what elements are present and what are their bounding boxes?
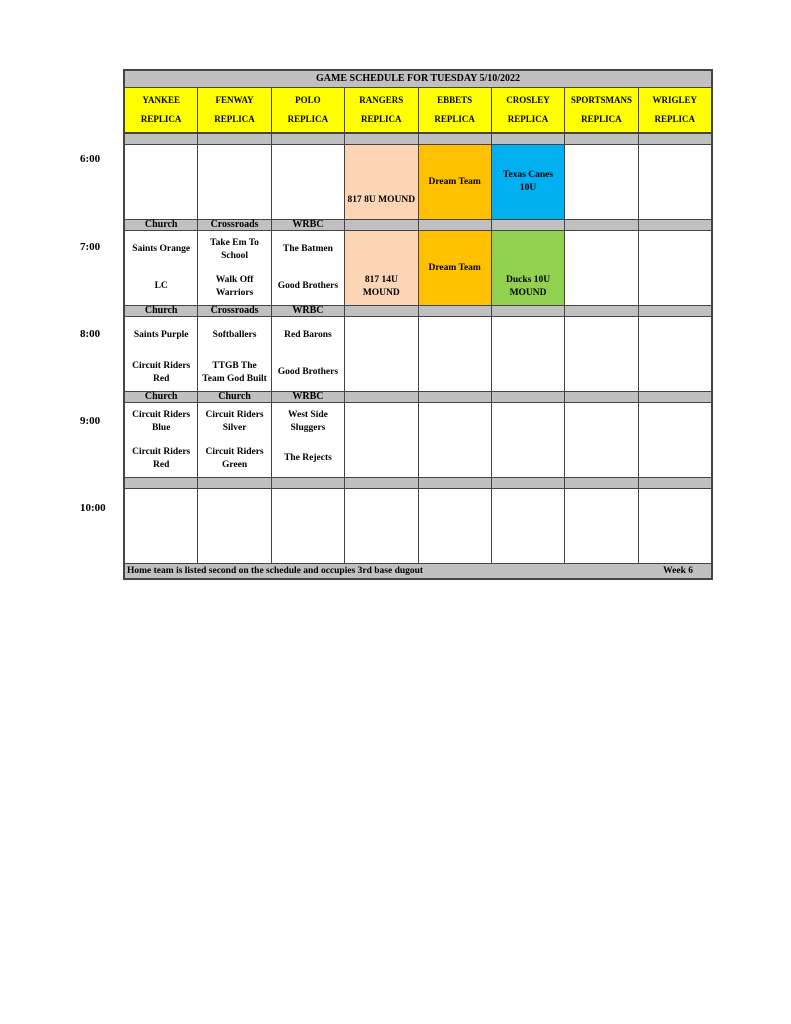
- team-entry: [345, 354, 417, 391]
- sponsor-cell: [565, 392, 638, 402]
- schedule-cell: [639, 231, 711, 305]
- sponsor-cell: [639, 220, 711, 230]
- sponsor-cell: Church: [125, 306, 198, 316]
- schedule-cell: [492, 231, 565, 305]
- sponsor-cell: [492, 134, 565, 144]
- team-entry: [565, 231, 637, 268]
- sponsor-cell: Church: [198, 392, 271, 402]
- team-entry: Circuit Riders Red: [132, 446, 191, 470]
- team-entry: [419, 403, 491, 440]
- team-entry: [639, 354, 711, 391]
- team-entry: 817 8U MOUND: [347, 195, 416, 205]
- sponsor-cell: [345, 220, 418, 230]
- team-entry: [639, 403, 711, 440]
- sponsor-cell: [125, 134, 198, 144]
- footer-note: Home team is listed second on the schedule and occupies 3rd base dugout: [127, 566, 424, 576]
- sponsor-cell: WRBC: [272, 220, 345, 230]
- team-entry: Take Em To School: [210, 237, 259, 261]
- team-entry: [492, 354, 564, 391]
- schedule-cell: [492, 403, 565, 477]
- team-entry: [565, 182, 637, 219]
- sponsor-cell: Church: [125, 392, 198, 402]
- team-entry: [565, 268, 637, 305]
- schedule-cell: [272, 145, 345, 219]
- team-entry: The Rejects: [284, 453, 332, 463]
- schedule-cell: [125, 317, 198, 391]
- sponsor-cell: [639, 478, 711, 488]
- sponsor-cell: [565, 478, 638, 488]
- field-name: EBBETS: [437, 95, 473, 105]
- team-entry: Ducks 10U MOUND: [506, 274, 551, 298]
- sponsor-cell: Church: [125, 220, 198, 230]
- field-header-row: [125, 88, 711, 133]
- team-entry: [419, 354, 491, 391]
- time-slot-row: [125, 489, 711, 563]
- schedule-cell: [492, 145, 565, 219]
- team-entry: [345, 145, 417, 182]
- sponsor-row: [125, 477, 711, 489]
- schedule-cell: [198, 145, 271, 219]
- schedule-cell: [198, 403, 271, 477]
- schedule-cell: [565, 145, 638, 219]
- schedule-cell: [272, 317, 345, 391]
- team-entry: [492, 403, 564, 440]
- team-entry: 817 14U MOUND: [362, 274, 400, 298]
- team-entry: [639, 182, 711, 219]
- schedule-cell: [198, 489, 271, 563]
- field-name: FENWAY: [215, 95, 254, 105]
- field-sub: REPLICA: [654, 114, 696, 124]
- team-entry: [198, 182, 270, 219]
- field-sub: REPLICA: [507, 114, 549, 124]
- time-slot-row: [125, 403, 711, 477]
- time-label-7: 7:00: [80, 241, 101, 253]
- team-entry: The Batmen: [283, 244, 333, 254]
- sponsor-cell: [492, 220, 565, 230]
- sponsor-cell: Crossroads: [198, 220, 271, 230]
- time-label-8: 8:00: [80, 328, 101, 340]
- team-entry: [639, 440, 711, 477]
- team-entry: Circuit Riders Green: [205, 446, 264, 470]
- schedule-title: GAME SCHEDULE FOR TUESDAY 5/10/2022: [125, 71, 711, 88]
- schedule-cell: [125, 403, 198, 477]
- sponsor-cell: [565, 306, 638, 316]
- schedule-footer: [125, 563, 711, 578]
- schedule-cell: [565, 403, 638, 477]
- schedule-cell: [639, 145, 711, 219]
- field-name: RANGERS: [359, 95, 404, 105]
- team-entry: Dream Team: [428, 262, 481, 273]
- sponsor-cell: [492, 392, 565, 402]
- schedule-cell: [125, 231, 198, 305]
- schedule-cell: [565, 489, 638, 563]
- schedule-body: [125, 133, 711, 563]
- time-slot-row: [125, 231, 711, 305]
- sponsor-cell: [639, 306, 711, 316]
- sponsor-row: [125, 391, 711, 403]
- sponsor-cell: [198, 478, 271, 488]
- team-entry: [272, 145, 344, 182]
- sponsor-cell: [492, 306, 565, 316]
- team-entry: [345, 317, 417, 354]
- schedule-cell: [125, 489, 198, 563]
- team-entry: Walk Off Warriors: [215, 274, 254, 298]
- team-entry: [565, 354, 637, 391]
- week-label: Week 6: [663, 566, 693, 576]
- schedule-cell: [272, 489, 345, 563]
- team-entry: [565, 489, 637, 526]
- team-entry: Circuit Riders Blue: [132, 409, 191, 433]
- team-entry: Softballers: [212, 330, 257, 340]
- team-entry: Good Brothers: [277, 281, 339, 291]
- team-entry: [419, 526, 491, 563]
- team-entry: [125, 489, 197, 526]
- team-entry: [565, 403, 637, 440]
- schedule-cell: [419, 145, 492, 219]
- schedule-cell: [419, 403, 492, 477]
- field-header-polo: [272, 88, 345, 132]
- team-entry: Dream Team: [428, 176, 481, 187]
- sponsor-cell: [198, 134, 271, 144]
- schedule-cell: [345, 145, 418, 219]
- field-sub: REPLICA: [214, 114, 255, 124]
- sponsor-cell: [639, 134, 711, 144]
- sponsor-cell: [492, 478, 565, 488]
- team-entry: [419, 440, 491, 477]
- team-entry: [125, 182, 197, 219]
- schedule-cell: [198, 317, 271, 391]
- field-sub: REPLICA: [434, 114, 475, 124]
- sponsor-row: [125, 305, 711, 317]
- sponsor-cell: [272, 478, 345, 488]
- team-entry: [345, 231, 417, 268]
- schedule-cell: [565, 231, 638, 305]
- sponsor-cell: [125, 478, 198, 488]
- team-entry: [639, 231, 711, 268]
- sponsor-cell: Crossroads: [198, 306, 271, 316]
- team-entry: TTGB The Team God Built: [202, 360, 267, 384]
- field-header-yankee: [125, 88, 198, 132]
- field-name: SPORTSMANS: [570, 95, 633, 105]
- field-name: CROSLEY: [506, 95, 550, 105]
- team-entry: [492, 526, 564, 563]
- team-entry: [345, 403, 417, 440]
- sponsor-cell: [419, 478, 492, 488]
- team-entry: [492, 489, 564, 526]
- schedule-cell: [419, 317, 492, 391]
- schedule-cell: [639, 403, 711, 477]
- schedule-cell: [492, 317, 565, 391]
- schedule-cell: [345, 317, 418, 391]
- schedule-cell: [345, 231, 418, 305]
- schedule-cell: [419, 489, 492, 563]
- sponsor-cell: [419, 392, 492, 402]
- time-slot-row: [125, 317, 711, 391]
- sponsor-cell: [345, 478, 418, 488]
- field-name: YANKEE: [142, 95, 181, 105]
- team-entry: Saints Orange: [132, 244, 191, 254]
- schedule-cell: [272, 403, 345, 477]
- team-entry: [492, 231, 564, 268]
- team-entry: [345, 489, 417, 526]
- team-entry: [419, 317, 491, 354]
- team-entry: [639, 489, 711, 526]
- field-header-ebbets: [419, 88, 492, 132]
- team-entry: LC: [154, 281, 168, 291]
- schedule-cell: [565, 317, 638, 391]
- sponsor-cell: [345, 392, 418, 402]
- schedule-cell: [198, 231, 271, 305]
- field-header-fenway: [198, 88, 271, 132]
- sponsor-cell: [419, 306, 492, 316]
- sponsor-cell: [639, 392, 711, 402]
- team-entry: [565, 526, 637, 563]
- team-entry: [345, 440, 417, 477]
- field-header-rangers: [345, 88, 418, 132]
- field-header-crosley: [492, 88, 565, 132]
- field-sub: REPLICA: [361, 114, 402, 124]
- field-name: POLO: [295, 95, 321, 105]
- time-slot-row: [125, 145, 711, 219]
- sponsor-cell: [565, 134, 638, 144]
- schedule-grid: [123, 69, 713, 580]
- sponsor-cell: [272, 134, 345, 144]
- sponsor-cell: [345, 134, 418, 144]
- field-header-wrigley: [639, 88, 711, 132]
- field-sub: REPLICA: [140, 114, 182, 124]
- sponsor-cell: [345, 306, 418, 316]
- sponsor-cell: WRBC: [272, 306, 345, 316]
- team-entry: [198, 526, 270, 563]
- field-sub: REPLICA: [581, 114, 622, 124]
- team-entry: [272, 526, 344, 563]
- sponsor-row: [125, 133, 711, 145]
- sponsor-cell: [419, 134, 492, 144]
- team-entry: [345, 526, 417, 563]
- schedule-cell: [272, 231, 345, 305]
- team-entry: Good Brothers: [277, 367, 339, 377]
- schedule-cell: [345, 403, 418, 477]
- field-header-sportsmans: [565, 88, 638, 132]
- team-entry: [272, 489, 344, 526]
- team-entry: West Side Sluggers: [288, 409, 328, 433]
- team-entry: [565, 317, 637, 354]
- field-name: WRIGLEY: [652, 95, 698, 105]
- team-entry: Circuit Riders Silver: [205, 409, 264, 433]
- team-entry: [639, 145, 711, 182]
- team-entry: [639, 268, 711, 305]
- team-entry: [125, 526, 197, 563]
- team-entry: Texas Canes 10U: [503, 170, 554, 193]
- sponsor-row: [125, 219, 711, 231]
- team-entry: Circuit Riders Red: [132, 360, 191, 384]
- schedule-cell: [125, 145, 198, 219]
- team-entry: [492, 317, 564, 354]
- sponsor-cell: [419, 220, 492, 230]
- field-sub: REPLICA: [287, 114, 329, 124]
- team-entry: [565, 440, 637, 477]
- team-entry: [565, 145, 637, 182]
- team-entry: [272, 182, 344, 219]
- team-entry: Red Barons: [284, 330, 332, 340]
- time-label-10: 10:00: [80, 502, 106, 514]
- team-entry: [639, 317, 711, 354]
- team-entry: [198, 145, 270, 182]
- team-entry: [125, 145, 197, 182]
- schedule-cell: [639, 317, 711, 391]
- schedule-cell: [639, 489, 711, 563]
- time-label-9: 9:00: [80, 415, 101, 427]
- team-entry: [419, 489, 491, 526]
- team-entry: [492, 440, 564, 477]
- team-entry: Saints Purple: [133, 330, 189, 340]
- schedule-cell: [419, 231, 492, 305]
- time-label-6: 6:00: [80, 153, 101, 165]
- sponsor-cell: WRBC: [272, 392, 345, 402]
- schedule-cell: [492, 489, 565, 563]
- schedule-cell: [345, 489, 418, 563]
- team-entry: [198, 489, 270, 526]
- sponsor-cell: [565, 220, 638, 230]
- team-entry: [639, 526, 711, 563]
